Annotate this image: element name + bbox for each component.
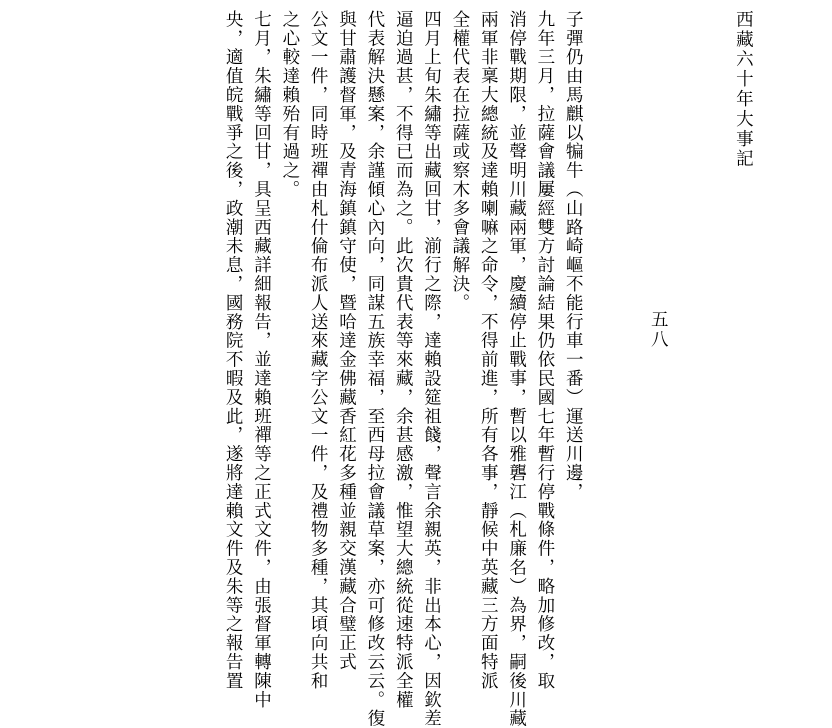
text-column-4: 兩軍非稟大總統及達賴喇嘛之命令，不得前進，所有各事，靜候中英藏三方面特派 (478, 10, 499, 691)
text-column-7: 逼迫過甚，不得已而為之。此次貴代表等來藏，余甚感激，惟望大總統從速特派全權 (393, 10, 414, 710)
text-column-3: 消停戰期限，並聲明川藏兩軍，慶續停止戰事，暫以雅礱江（札廉名）為界，嗣後川藏 (506, 10, 527, 728)
text-column-11: 之心較達賴殆有過之。 (279, 10, 300, 199)
text-column-9: 與甘肅護督軍，及青海鎮鎮守使，暨哈達金佛藏香紅花多種並親交漢藏合璧正式 (336, 10, 357, 672)
text-column-6: 四月上旬朱繡等出藏回甘，湔行之際，達賴設筵祖餞，聲言余親英，非出本心，因欽差 (421, 10, 442, 728)
text-column-2: 九年三月，拉薩會議屢經雙方討論結果仍依民國七年暫行停戰條件，略加修改，取 (534, 10, 555, 691)
text-column-5: 全權代表在拉薩或察木多會議解決。 (449, 10, 470, 313)
vertical-text-body (170, 10, 822, 728)
page-title: 西藏六十年大事記 (733, 10, 754, 170)
text-column-10: 公文一件，同時班禪由札什倫布派人送來藏字公文一件，及禮物多種，其頃向共和 (308, 10, 329, 691)
text-column-12: 七月，朱繡等回甘，具呈西藏詳細報告，並達賴班禪等之正式文件，由張督軍轉陳中 (251, 10, 272, 710)
text-column-8: 代表解決懸案，余謹傾心內向，同謀五族幸福，至西母拉會議草案，亦可修改云云。復 (364, 10, 385, 728)
page-number: 五八 (648, 310, 669, 350)
text-column-13: 央，適值皖戰爭之後，政潮未息，國務院不暇及此，遂將達賴文件及朱等之報告置 (223, 10, 244, 691)
text-column-1: 子彈仍由馬麒以犏牛（山路崎嶇不能行車一番）運送川邊， (563, 10, 584, 502)
header-column (587, 10, 814, 600)
